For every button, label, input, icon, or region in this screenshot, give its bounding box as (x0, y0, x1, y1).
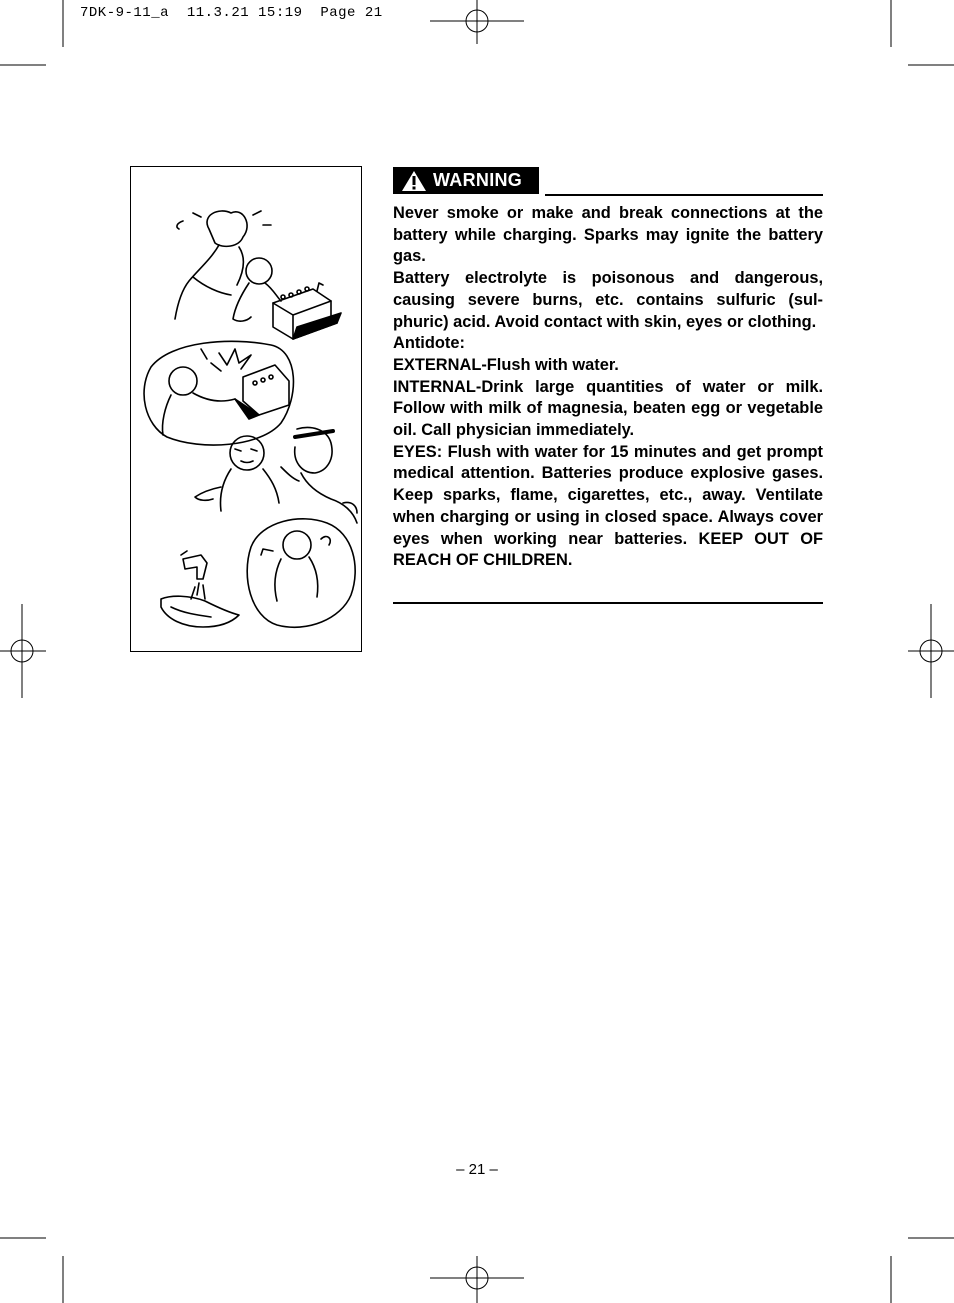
warning-paragraph: EXTERNAL-Flush with water. (393, 355, 619, 374)
battery-hazard-illustration (130, 166, 362, 652)
warning-body (393, 203, 823, 572)
warning-label (393, 167, 539, 194)
explosion-scene (144, 341, 293, 445)
exclamation-triangle-icon (401, 170, 427, 192)
eye-flush-scene (161, 519, 355, 627)
warning-paragraph: Battery electrolyte is poisonous and dangerous, causing severe burns, etc. contains sulfuric (sulphuric) acid. Avoid contact with skin, eyes or clothing. (393, 269, 823, 331)
warning-label-text: WARNING (433, 170, 523, 190)
warning-paragraph: Antidote: (393, 334, 465, 353)
warning-paragraph: Never smoke or make and break connections at the battery while charging. Sparks may ignite the battery gas. (393, 204, 823, 266)
battery-hazard-drawing (131, 167, 360, 650)
print-header-slug: 7DK-9-11_a 11.3.21 15:19 Page 21 (80, 5, 383, 21)
injured-people-scene (195, 428, 357, 523)
warning-top-rule (545, 194, 823, 196)
warning-paragraph: EYES: Flush with water for 15 minutes and get prompt medical attention. Batteries produce explosive gases. Keep sparks, flame, cigarettes, etc., away. Ventilate when charging or using in closed space. Always cover eyes when working near batteries. KEEP OUT OF REACH OF CHILDREN. (393, 442, 823, 570)
warning-paragraph: INTERNAL-Drink large quantities of water or milk. Follow with milk of magnesia, beaten egg or vegetable oil. Call physician immediately. (393, 377, 823, 440)
page-number: – 21 – (456, 1161, 498, 1178)
warning-bottom-rule (393, 602, 823, 604)
mother-child-scene (175, 211, 341, 339)
